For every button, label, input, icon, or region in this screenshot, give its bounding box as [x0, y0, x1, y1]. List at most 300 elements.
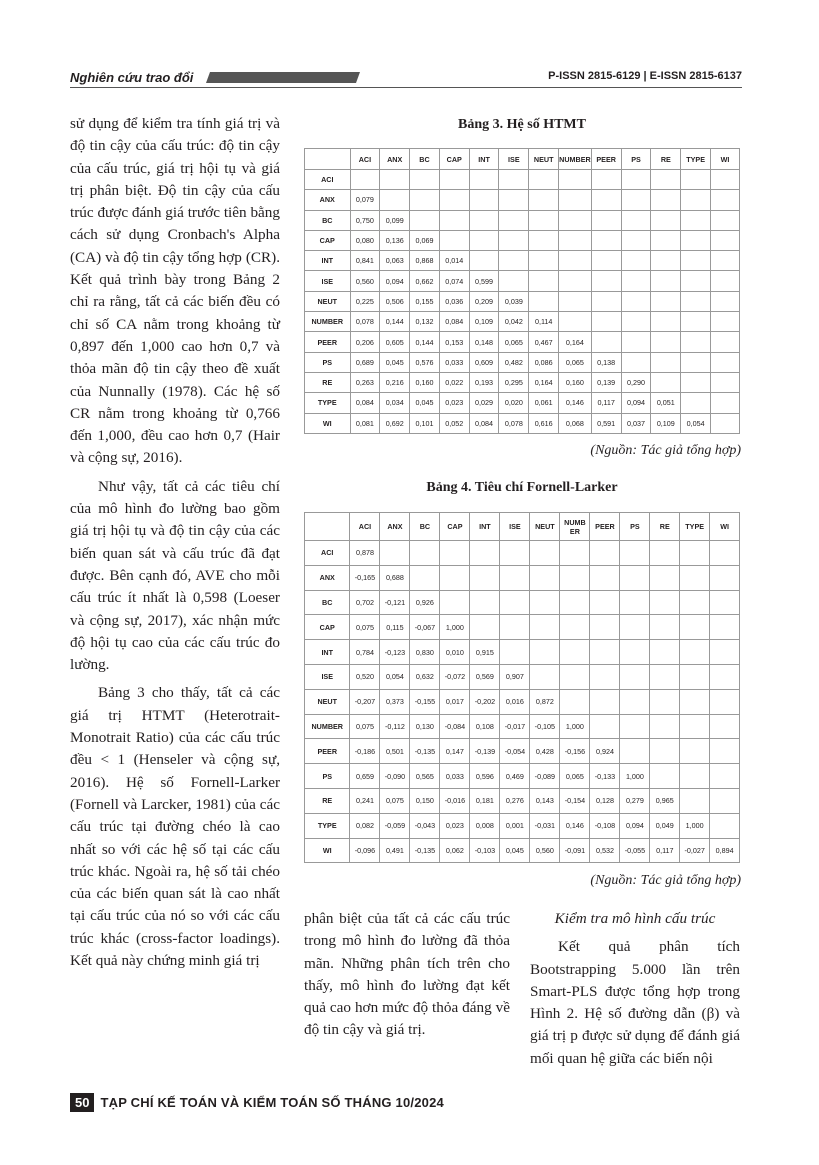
column-header: WI — [711, 149, 740, 170]
empty-cell — [680, 764, 710, 789]
table-cell: 0,074 — [439, 271, 469, 291]
table-cell: 0,084 — [469, 413, 499, 433]
htmt-table — [304, 148, 740, 434]
table-cell: -0,027 — [680, 838, 710, 863]
header-rule — [70, 87, 742, 88]
table-cell: 0,117 — [650, 838, 680, 863]
empty-cell — [710, 788, 740, 813]
corner-cell — [305, 149, 351, 170]
row-header: NEUT — [305, 291, 351, 311]
table-row — [305, 813, 740, 838]
journal-name: TẠP CHÍ KẾ TOÁN VÀ KIỂM TOÁN SỐ THÁNG 10/2024 — [100, 1095, 444, 1110]
table-cell: 0,045 — [500, 838, 530, 863]
table-cell: 0,115 — [380, 615, 410, 640]
table-cell: 0,045 — [380, 352, 410, 372]
column-header: NEUT — [529, 149, 559, 170]
table-cell: 0,164 — [529, 372, 559, 392]
table-cell: 0,029 — [469, 393, 499, 413]
empty-cell — [529, 251, 559, 271]
paragraph: Kết quả phân tích Bootstrapping 5.000 lần trên Smart-PLS được tổng hợp trong Hình 2. Hệ số đường dẫn (β) và giá trị p được sử dụng để đánh giá mối quan hệ giữa các biến nội — [530, 938, 740, 1067]
table-cell: 0,596 — [470, 764, 500, 789]
table-cell: 0,373 — [380, 689, 410, 714]
table-cell: 0,094 — [621, 393, 651, 413]
empty-cell — [530, 590, 560, 615]
empty-cell — [499, 230, 529, 250]
table-cell: 0,075 — [350, 615, 380, 640]
table-cell: 0,065 — [559, 352, 592, 372]
column-header: NUMB ER — [560, 513, 590, 541]
left-column — [70, 113, 280, 972]
table-cell: 0,084 — [350, 393, 380, 413]
table-cell: 1,000 — [440, 615, 470, 640]
table-cell: 0,144 — [410, 332, 440, 352]
empty-cell — [680, 640, 710, 665]
table-cell: 0,136 — [380, 230, 410, 250]
table-cell: 0,241 — [350, 788, 380, 813]
table-cell: 0,148 — [469, 332, 499, 352]
middle-column — [304, 908, 510, 1042]
row-header: RE — [305, 788, 350, 813]
empty-cell — [439, 230, 469, 250]
row-header: INT — [305, 251, 351, 271]
empty-cell — [711, 271, 740, 291]
table-row — [305, 689, 740, 714]
empty-cell — [620, 590, 650, 615]
row-header: NUMBER — [305, 714, 350, 739]
empty-cell — [710, 590, 740, 615]
empty-cell — [651, 332, 681, 352]
empty-cell — [681, 352, 711, 372]
empty-cell — [680, 788, 710, 813]
empty-cell — [559, 170, 592, 190]
table-cell: 0,605 — [380, 332, 410, 352]
empty-cell — [710, 615, 740, 640]
empty-cell — [651, 372, 681, 392]
table-row — [305, 312, 740, 332]
table-cell: 0,023 — [440, 813, 470, 838]
table-cell: 0,054 — [380, 664, 410, 689]
empty-cell — [470, 541, 500, 566]
table-cell: 0,062 — [440, 838, 470, 863]
column-header: ACI — [350, 149, 380, 170]
table-row — [305, 764, 740, 789]
empty-cell — [590, 664, 620, 689]
paragraph: Bảng 3 cho thấy, tất cả các giá trị HTMT (Heterotrait-Monotrait Ratio) của các cấu trúc đều < 1 (Henseler và cộng sự, 2016). Hệ số Fornell-Larker (Fornell và Larcker, 1981) của các cấu trúc tại đường chéo là cao nhất so với các hệ số tại các cấu trúc khác. Ngoài ra, hệ số tải chéo của các biến quan sát là cao nhất tại cấu trúc của nó so với các cấu trúc khác (cross-factor loadings). Kết quả này chứng minh giá trị — [70, 684, 280, 969]
empty-cell — [710, 664, 740, 689]
empty-cell — [650, 541, 680, 566]
table-cell: 0,160 — [410, 372, 440, 392]
column-header: TYPE — [680, 513, 710, 541]
table-cell: -0,133 — [590, 764, 620, 789]
table4-source: (Nguồn: Tác giả tổng hợp) — [590, 873, 741, 888]
table-row — [305, 170, 740, 190]
table-cell: 1,000 — [680, 813, 710, 838]
table-row — [305, 332, 740, 352]
table-cell: 0,147 — [440, 739, 470, 764]
row-header: ACI — [305, 541, 350, 566]
table-cell: 0,075 — [350, 714, 380, 739]
row-header: INT — [305, 640, 350, 665]
table-cell: -0,112 — [380, 714, 410, 739]
table-cell: 0,084 — [439, 312, 469, 332]
table-cell: 0,065 — [560, 764, 590, 789]
table-cell: 0,078 — [350, 312, 380, 332]
table-cell: 0,008 — [470, 813, 500, 838]
empty-cell — [620, 664, 650, 689]
table-row — [305, 541, 740, 566]
row-header: TYPE — [305, 813, 350, 838]
table-cell: 0,061 — [529, 393, 559, 413]
table-cell: -0,108 — [590, 813, 620, 838]
column-header: ISE — [499, 149, 529, 170]
empty-cell — [651, 251, 681, 271]
empty-cell — [529, 170, 559, 190]
table-cell: 0,279 — [620, 788, 650, 813]
empty-cell — [621, 332, 651, 352]
row-header: BC — [305, 590, 350, 615]
empty-cell — [499, 190, 529, 210]
column-header: PS — [620, 513, 650, 541]
empty-cell — [499, 271, 529, 291]
empty-cell — [410, 541, 440, 566]
table-row — [305, 413, 740, 433]
empty-cell — [559, 312, 592, 332]
empty-cell — [591, 210, 621, 230]
empty-cell — [591, 271, 621, 291]
empty-cell — [530, 664, 560, 689]
table-cell: -0,139 — [470, 739, 500, 764]
table-cell: 0,491 — [380, 838, 410, 863]
table-cell: 0,830 — [410, 640, 440, 665]
table-cell: 0,965 — [650, 788, 680, 813]
table-cell: 0,878 — [350, 541, 380, 566]
table-cell: 0,841 — [350, 251, 380, 271]
column-header: TYPE — [681, 149, 711, 170]
row-header: RE — [305, 372, 351, 392]
empty-cell — [559, 210, 592, 230]
row-header: PS — [305, 764, 350, 789]
table-cell: 0,143 — [530, 788, 560, 813]
empty-cell — [350, 170, 380, 190]
table-cell: 0,144 — [380, 312, 410, 332]
table-cell: 0,036 — [439, 291, 469, 311]
table-cell: 0,069 — [410, 230, 440, 250]
empty-cell — [711, 413, 740, 433]
table-cell: -0,155 — [410, 689, 440, 714]
row-header: ACI — [305, 170, 351, 190]
table-cell: 0,155 — [410, 291, 440, 311]
empty-cell — [710, 714, 740, 739]
column-header: BC — [410, 513, 440, 541]
column-header: CAP — [439, 149, 469, 170]
table-cell: 0,560 — [350, 271, 380, 291]
table-cell: 0,150 — [410, 788, 440, 813]
empty-cell — [559, 271, 592, 291]
empty-cell — [711, 372, 740, 392]
table-cell: 0,924 — [590, 739, 620, 764]
table-cell: 0,130 — [410, 714, 440, 739]
table-cell: 0,599 — [469, 271, 499, 291]
empty-cell — [650, 689, 680, 714]
page-header — [70, 60, 742, 90]
column-header: NUMBER — [559, 149, 592, 170]
table-cell: 0,616 — [529, 413, 559, 433]
table-cell: 0,063 — [380, 251, 410, 271]
row-header: ISE — [305, 664, 350, 689]
row-header: PEER — [305, 332, 351, 352]
table-cell: 0,153 — [439, 332, 469, 352]
table-cell: 0,128 — [590, 788, 620, 813]
table-row — [305, 251, 740, 271]
table-cell: -0,017 — [500, 714, 530, 739]
empty-cell — [621, 352, 651, 372]
table-cell: 0,469 — [500, 764, 530, 789]
table-cell: 0,022 — [439, 372, 469, 392]
empty-cell — [560, 664, 590, 689]
table-row — [305, 739, 740, 764]
table-cell: 0,114 — [529, 312, 559, 332]
table-cell: 0,001 — [500, 813, 530, 838]
column-header: PEER — [590, 513, 620, 541]
empty-cell — [590, 714, 620, 739]
empty-cell — [621, 230, 651, 250]
empty-cell — [559, 251, 592, 271]
empty-cell — [469, 170, 499, 190]
table-row — [305, 393, 740, 413]
table-cell: 0,052 — [439, 413, 469, 433]
table-cell: 0,078 — [499, 413, 529, 433]
empty-cell — [469, 230, 499, 250]
empty-cell — [710, 541, 740, 566]
empty-cell — [650, 714, 680, 739]
empty-cell — [499, 210, 529, 230]
empty-cell — [710, 739, 740, 764]
row-header: NUMBER — [305, 312, 351, 332]
row-header: ANX — [305, 190, 351, 210]
empty-cell — [591, 332, 621, 352]
empty-cell — [380, 541, 410, 566]
paragraph: sử dụng để kiểm tra tính giá trị và độ tin cậy của cấu trúc: độ tin cậy của cấu trúc, giá trị hội tụ và giá trị phân biệt. Độ tin cậy của cấu trúc được đánh giá trước tiên bằng cách sử dụng Cronbach's Alpha (CA) và độ tin cậy tổng hợp (CR). Kết quả trình bày trong Bảng 2 chỉ ra rằng, tất cả các biến đều có chỉ số CA nằm trong khoảng từ 0,897 đến 1,000 cao hơn 0,7 và thỏa mãn độ tin cậy theo đề xuất của Nunnally (1978). Các hệ số CR nằm trong khoảng từ 0,766 đến 1,000, đều cao hơn 0,7 (Hair và cộng sự, 2016). — [70, 115, 280, 467]
empty-cell — [651, 291, 681, 311]
table-cell: -0,135 — [410, 838, 440, 863]
empty-cell — [650, 640, 680, 665]
table-cell: -0,089 — [530, 764, 560, 789]
table-cell: -0,154 — [560, 788, 590, 813]
table-cell: 0,010 — [440, 640, 470, 665]
row-header: PEER — [305, 739, 350, 764]
empty-cell — [681, 210, 711, 230]
table-cell: 0,565 — [410, 764, 440, 789]
table-cell: 0,139 — [591, 372, 621, 392]
empty-cell — [710, 640, 740, 665]
table-cell: 0,520 — [350, 664, 380, 689]
empty-cell — [500, 565, 530, 590]
table-cell: 0,164 — [559, 332, 592, 352]
table-cell: 0,014 — [439, 251, 469, 271]
empty-cell — [681, 271, 711, 291]
table-cell: -0,054 — [500, 739, 530, 764]
table-cell: 0,109 — [651, 413, 681, 433]
empty-cell — [590, 590, 620, 615]
empty-cell — [620, 689, 650, 714]
empty-cell — [620, 640, 650, 665]
table-cell: 0,039 — [499, 291, 529, 311]
column-header: ANX — [380, 513, 410, 541]
table-row — [305, 838, 740, 863]
column-header: PEER — [591, 149, 621, 170]
empty-cell — [711, 393, 740, 413]
table-cell: 0,659 — [350, 764, 380, 789]
table-row — [305, 372, 740, 392]
table3-source: (Nguồn: Tác giả tổng hợp) — [590, 443, 741, 458]
empty-cell — [620, 565, 650, 590]
empty-cell — [681, 393, 711, 413]
empty-cell — [711, 312, 740, 332]
column-header: BC — [410, 149, 440, 170]
page-footer — [70, 1093, 444, 1112]
paragraph: Như vậy, tất cả các tiêu chí của mô hình đo lường bao gồm giá trị hội tụ và độ tin cậy của các biến quan sát và cấu trúc đã đạt được. Bên cạnh đó, AVE cho mỗi cấu trúc ít nhất là 0,598 (Loeser và cộng sự, 2017), xác nhận mức độ hội tụ cao của các cấu trúc đo lường. — [70, 477, 280, 674]
table-cell: 0,045 — [410, 393, 440, 413]
empty-cell — [380, 170, 410, 190]
row-header: NEUT — [305, 689, 350, 714]
table-cell: 0,894 — [710, 838, 740, 863]
table-cell: 0,094 — [380, 271, 410, 291]
empty-cell — [680, 565, 710, 590]
table-cell: 0,915 — [470, 640, 500, 665]
empty-cell — [469, 190, 499, 210]
table-cell: 0,609 — [469, 352, 499, 372]
empty-cell — [470, 590, 500, 615]
column-header: RE — [650, 513, 680, 541]
empty-cell — [590, 640, 620, 665]
table-cell: 0,160 — [559, 372, 592, 392]
empty-cell — [591, 312, 621, 332]
empty-cell — [711, 170, 740, 190]
table-cell: 0,016 — [500, 689, 530, 714]
table-cell: 0,569 — [470, 664, 500, 689]
table-cell: 0,263 — [350, 372, 380, 392]
empty-cell — [469, 210, 499, 230]
table-cell: 0,094 — [620, 813, 650, 838]
table-cell: -0,123 — [380, 640, 410, 665]
row-header: CAP — [305, 230, 351, 250]
empty-cell — [711, 190, 740, 210]
empty-cell — [529, 210, 559, 230]
empty-cell — [620, 541, 650, 566]
empty-cell — [529, 291, 559, 311]
empty-cell — [560, 541, 590, 566]
table-cell: -0,186 — [350, 739, 380, 764]
table-cell: 0,193 — [469, 372, 499, 392]
empty-cell — [651, 271, 681, 291]
table-cell: 1,000 — [560, 714, 590, 739]
table-cell: -0,103 — [470, 838, 500, 863]
table-cell: 0,108 — [470, 714, 500, 739]
table-row — [305, 271, 740, 291]
empty-cell — [621, 190, 651, 210]
empty-cell — [620, 739, 650, 764]
empty-cell — [500, 541, 530, 566]
empty-cell — [681, 312, 711, 332]
table-cell: 0,079 — [350, 190, 380, 210]
table-cell: 0,501 — [380, 739, 410, 764]
table-cell: 0,926 — [410, 590, 440, 615]
empty-cell — [650, 615, 680, 640]
table-cell: -0,059 — [380, 813, 410, 838]
empty-cell — [651, 230, 681, 250]
empty-cell — [681, 190, 711, 210]
empty-cell — [500, 590, 530, 615]
empty-cell — [680, 689, 710, 714]
table-cell: 0,068 — [559, 413, 592, 433]
empty-cell — [559, 291, 592, 311]
table-row — [305, 615, 740, 640]
table-cell: 0,033 — [439, 352, 469, 372]
empty-cell — [591, 291, 621, 311]
empty-cell — [591, 170, 621, 190]
table-cell: -0,067 — [410, 615, 440, 640]
table-cell: -0,202 — [470, 689, 500, 714]
table-cell: 1,000 — [620, 764, 650, 789]
empty-cell — [469, 251, 499, 271]
subheading: Kiểm tra mô hình cấu trúc — [554, 910, 716, 927]
table-cell: 0,662 — [410, 271, 440, 291]
table-cell: 0,037 — [621, 413, 651, 433]
column-header: INT — [470, 513, 500, 541]
empty-cell — [529, 230, 559, 250]
empty-cell — [680, 664, 710, 689]
empty-cell — [439, 170, 469, 190]
row-header: WI — [305, 838, 350, 863]
table-cell: -0,156 — [560, 739, 590, 764]
table-cell: -0,084 — [440, 714, 470, 739]
empty-cell — [530, 615, 560, 640]
table-cell: 0,034 — [380, 393, 410, 413]
table-cell: -0,207 — [350, 689, 380, 714]
table-cell: 0,082 — [350, 813, 380, 838]
table-cell: -0,091 — [560, 838, 590, 863]
table-cell: 0,506 — [380, 291, 410, 311]
table4-title: Bảng 4. Tiêu chí Fornell-Larker — [426, 480, 618, 495]
empty-cell — [560, 565, 590, 590]
empty-cell — [711, 332, 740, 352]
empty-cell — [620, 615, 650, 640]
table-cell: 0,532 — [590, 838, 620, 863]
empty-cell — [651, 352, 681, 372]
empty-cell — [440, 541, 470, 566]
empty-cell — [470, 565, 500, 590]
column-header: ANX — [380, 149, 410, 170]
table-cell: 0,482 — [499, 352, 529, 372]
empty-cell — [440, 590, 470, 615]
table-cell: 0,033 — [440, 764, 470, 789]
table-cell: 0,075 — [380, 788, 410, 813]
issn-label: P-ISSN 2815-6129 | E-ISSN 2815-6137 — [548, 70, 742, 82]
table-cell: 0,117 — [591, 393, 621, 413]
table-cell: 0,054 — [681, 413, 711, 433]
empty-cell — [711, 291, 740, 311]
row-header: ISE — [305, 271, 351, 291]
empty-cell — [681, 230, 711, 250]
table-row — [305, 291, 740, 311]
table-cell: -0,055 — [620, 838, 650, 863]
header-decoration-bar — [206, 72, 360, 83]
empty-cell — [590, 541, 620, 566]
table-cell: 0,209 — [469, 291, 499, 311]
empty-cell — [710, 565, 740, 590]
table-cell: 0,290 — [621, 372, 651, 392]
table-row — [305, 352, 740, 372]
